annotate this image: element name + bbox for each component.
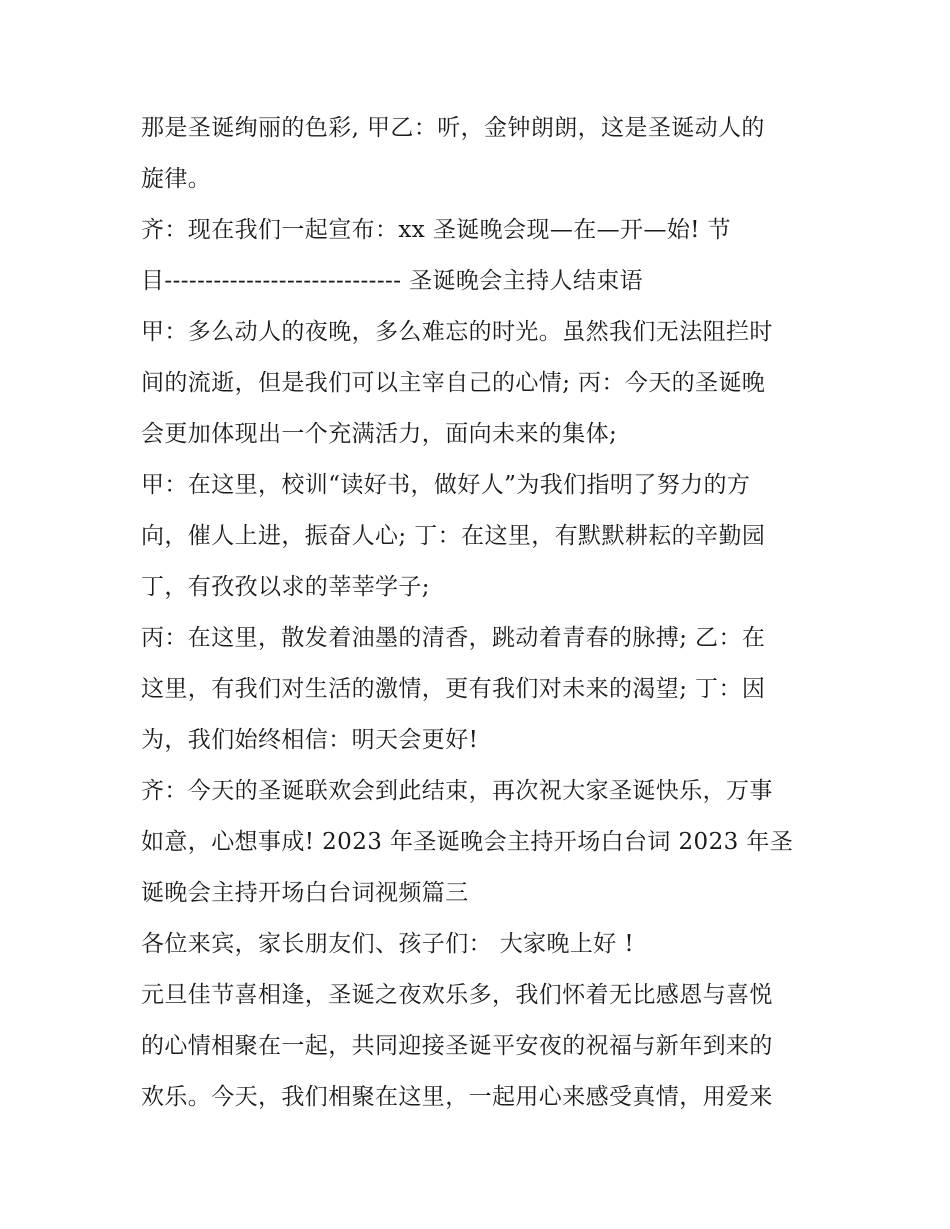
text-line: 甲：在这里，校训“读好书，做好人”为我们指明了努力的方 — [141, 472, 751, 498]
text-line: 丙：在这里，散发着油墨的清香，跳动着青春的脉搏; 乙：在 — [141, 625, 766, 651]
text-line: 欢乐。今天，我们相聚在这里，一起用心来感受真情，用爱来 — [141, 1084, 773, 1110]
text-line: 会更加体现出一个充满活力，面向未来的集体; — [141, 421, 618, 447]
text-line: 诞晚会主持开场白台词视频篇三 — [141, 880, 469, 906]
text-line: 齐：现在我们一起宣布：xx 圣诞晚会现—在—开—始! 节 — [141, 217, 732, 243]
text-line: 齐：今天的圣诞联欢会到此结束，再次祝大家圣诞快乐，万事 — [141, 778, 773, 804]
text-line: 向，催人上进，振奋人心; 丁：在这里，有默默耕耘的辛勤园 — [141, 523, 766, 549]
text-line: 这里，有我们对生活的激情，更有我们对未来的渴望; 丁：因 — [141, 676, 766, 702]
text-line: 丁，有孜孜以求的莘莘学子; — [141, 574, 430, 600]
text-line: 旋律。 — [141, 166, 212, 192]
text-line: 甲：多么动人的夜晚，多么难忘的时光。虽然我们无法阻拦时 — [141, 319, 773, 345]
text-line: 的心情相聚在一起，共同迎接圣诞平安夜的祝福与新年到来的 — [141, 1033, 773, 1059]
text-line: 目----------------------------- 圣诞晚会主持人结束语 — [141, 268, 644, 294]
text-line: 为，我们始终相信：明天会更好! — [141, 727, 479, 753]
text-line: 如意，心想事成! 2023 年圣诞晚会主持开场白台词 2023 年圣 — [141, 829, 794, 855]
document-body — [141, 103, 821, 1123]
text-line: 各位来宾，家长朋友们、孩子们： 大家晚上好 ! — [141, 931, 635, 957]
text-line: 那是圣诞绚丽的色彩, 甲乙：听，金钟朗朗，这是圣诞动人的 — [141, 115, 765, 141]
text-line: 元旦佳节喜相逢，圣诞之夜欢乐多，我们怀着无比感恩与喜悦 — [141, 982, 773, 1008]
text-line: 间的流逝，但是我们可以主宰自己的心情; 丙：今天的圣诞晚 — [141, 370, 766, 396]
